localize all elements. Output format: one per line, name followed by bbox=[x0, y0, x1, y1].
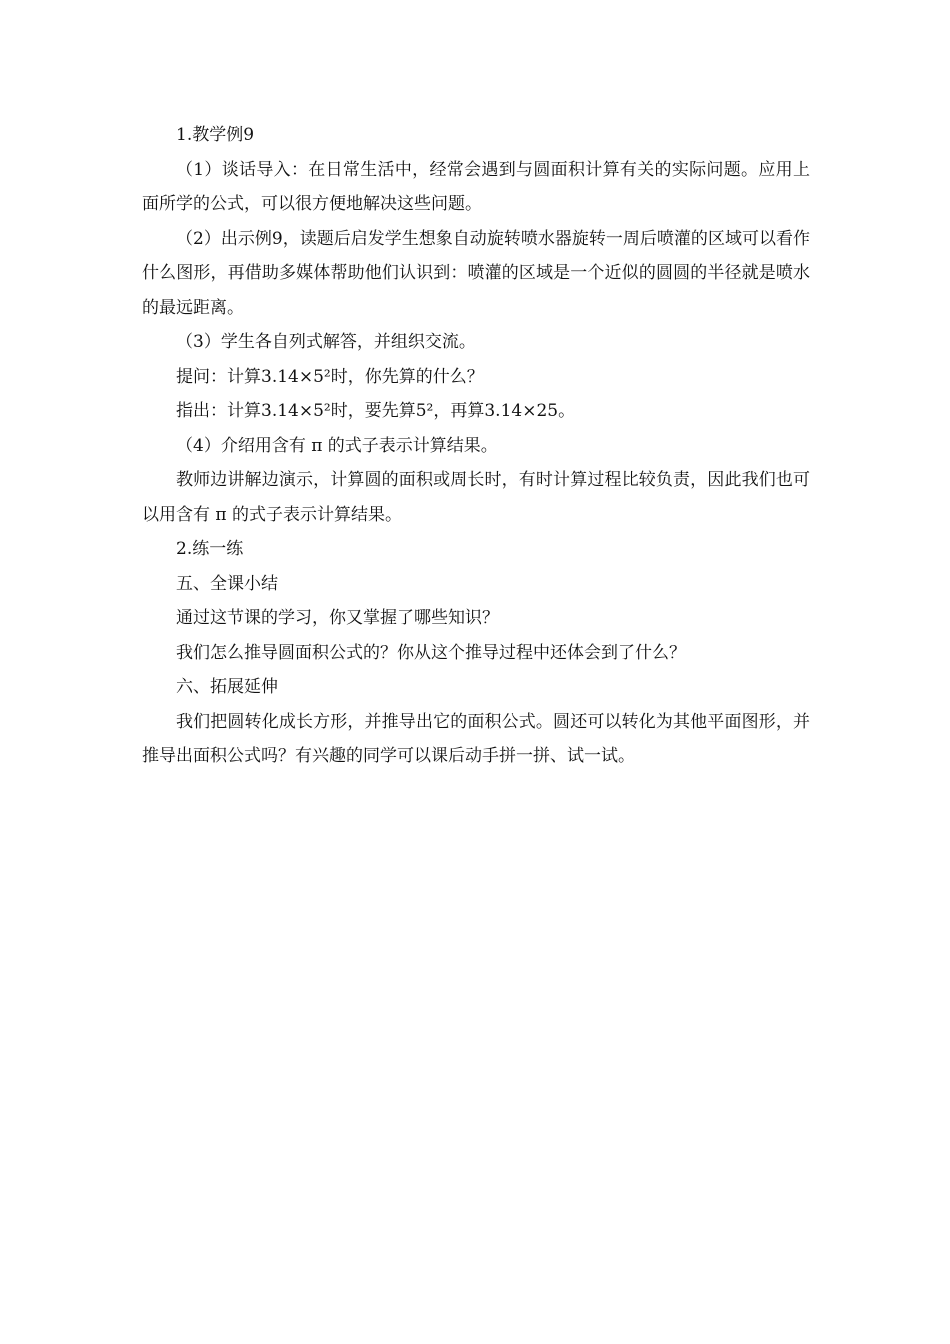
paragraph-student-solve: （3）学生各自列式解答，并组织交流。 bbox=[176, 332, 476, 352]
paragraph-show-example: （2）出示例9，读题后启发学生想象自动旋转喷水器旋转一周后喷灌的区域可以看作什么图形，再借助多媒体帮助他们认识到：喷灌的区域是一个近似的圆圆的半径就是喷水的最远距离。 bbox=[142, 228, 810, 318]
heading-summary: 五、全课小结 bbox=[176, 573, 278, 594]
paragraph-point-out: 指出：计算3.14×5²时，要先算5²，再算3.14×25。 bbox=[176, 401, 576, 421]
paragraph-extension: 我们把圆转化成长方形，并推导出它的面积公式。圆还可以转化为其他平面图形，并推导出面积公式吗？有兴趣的同学可以课后动手拼一拼、试一试。 bbox=[142, 711, 810, 766]
paragraph-summary-question-1: 通过这节课的学习，你又掌握了哪些知识？ bbox=[176, 608, 499, 628]
paragraph-question: 提问：计算3.14×5²时，你先算的什么？ bbox=[176, 366, 484, 387]
heading-practice: 2.练一练 bbox=[176, 539, 244, 559]
heading-extension: 六、拓展延伸 bbox=[176, 677, 278, 697]
paragraph-teacher-demo: 教师边讲解边演示，计算圆的面积或周长时，有时计算过程比较负责，因此我们也可以用含有 π 的式子表示计算结果。 bbox=[142, 470, 810, 525]
heading-example-9: 1.教学例9 bbox=[176, 125, 255, 145]
paragraph-summary-question-2: 我们怎么推导圆面积公式的？你从这个推导过程中还体会到了什么？ bbox=[176, 642, 686, 663]
paragraph-intro-talk: （1）谈话导入：在日常生活中，经常会遇到与圆面积计算有关的实际问题。应用上面所学的公式，可以很方便地解决这些问题。 bbox=[142, 159, 810, 214]
paragraph-introduce-pi: （4）介绍用含有 π 的式子表示计算结果。 bbox=[176, 435, 498, 456]
document-body bbox=[142, 118, 810, 774]
